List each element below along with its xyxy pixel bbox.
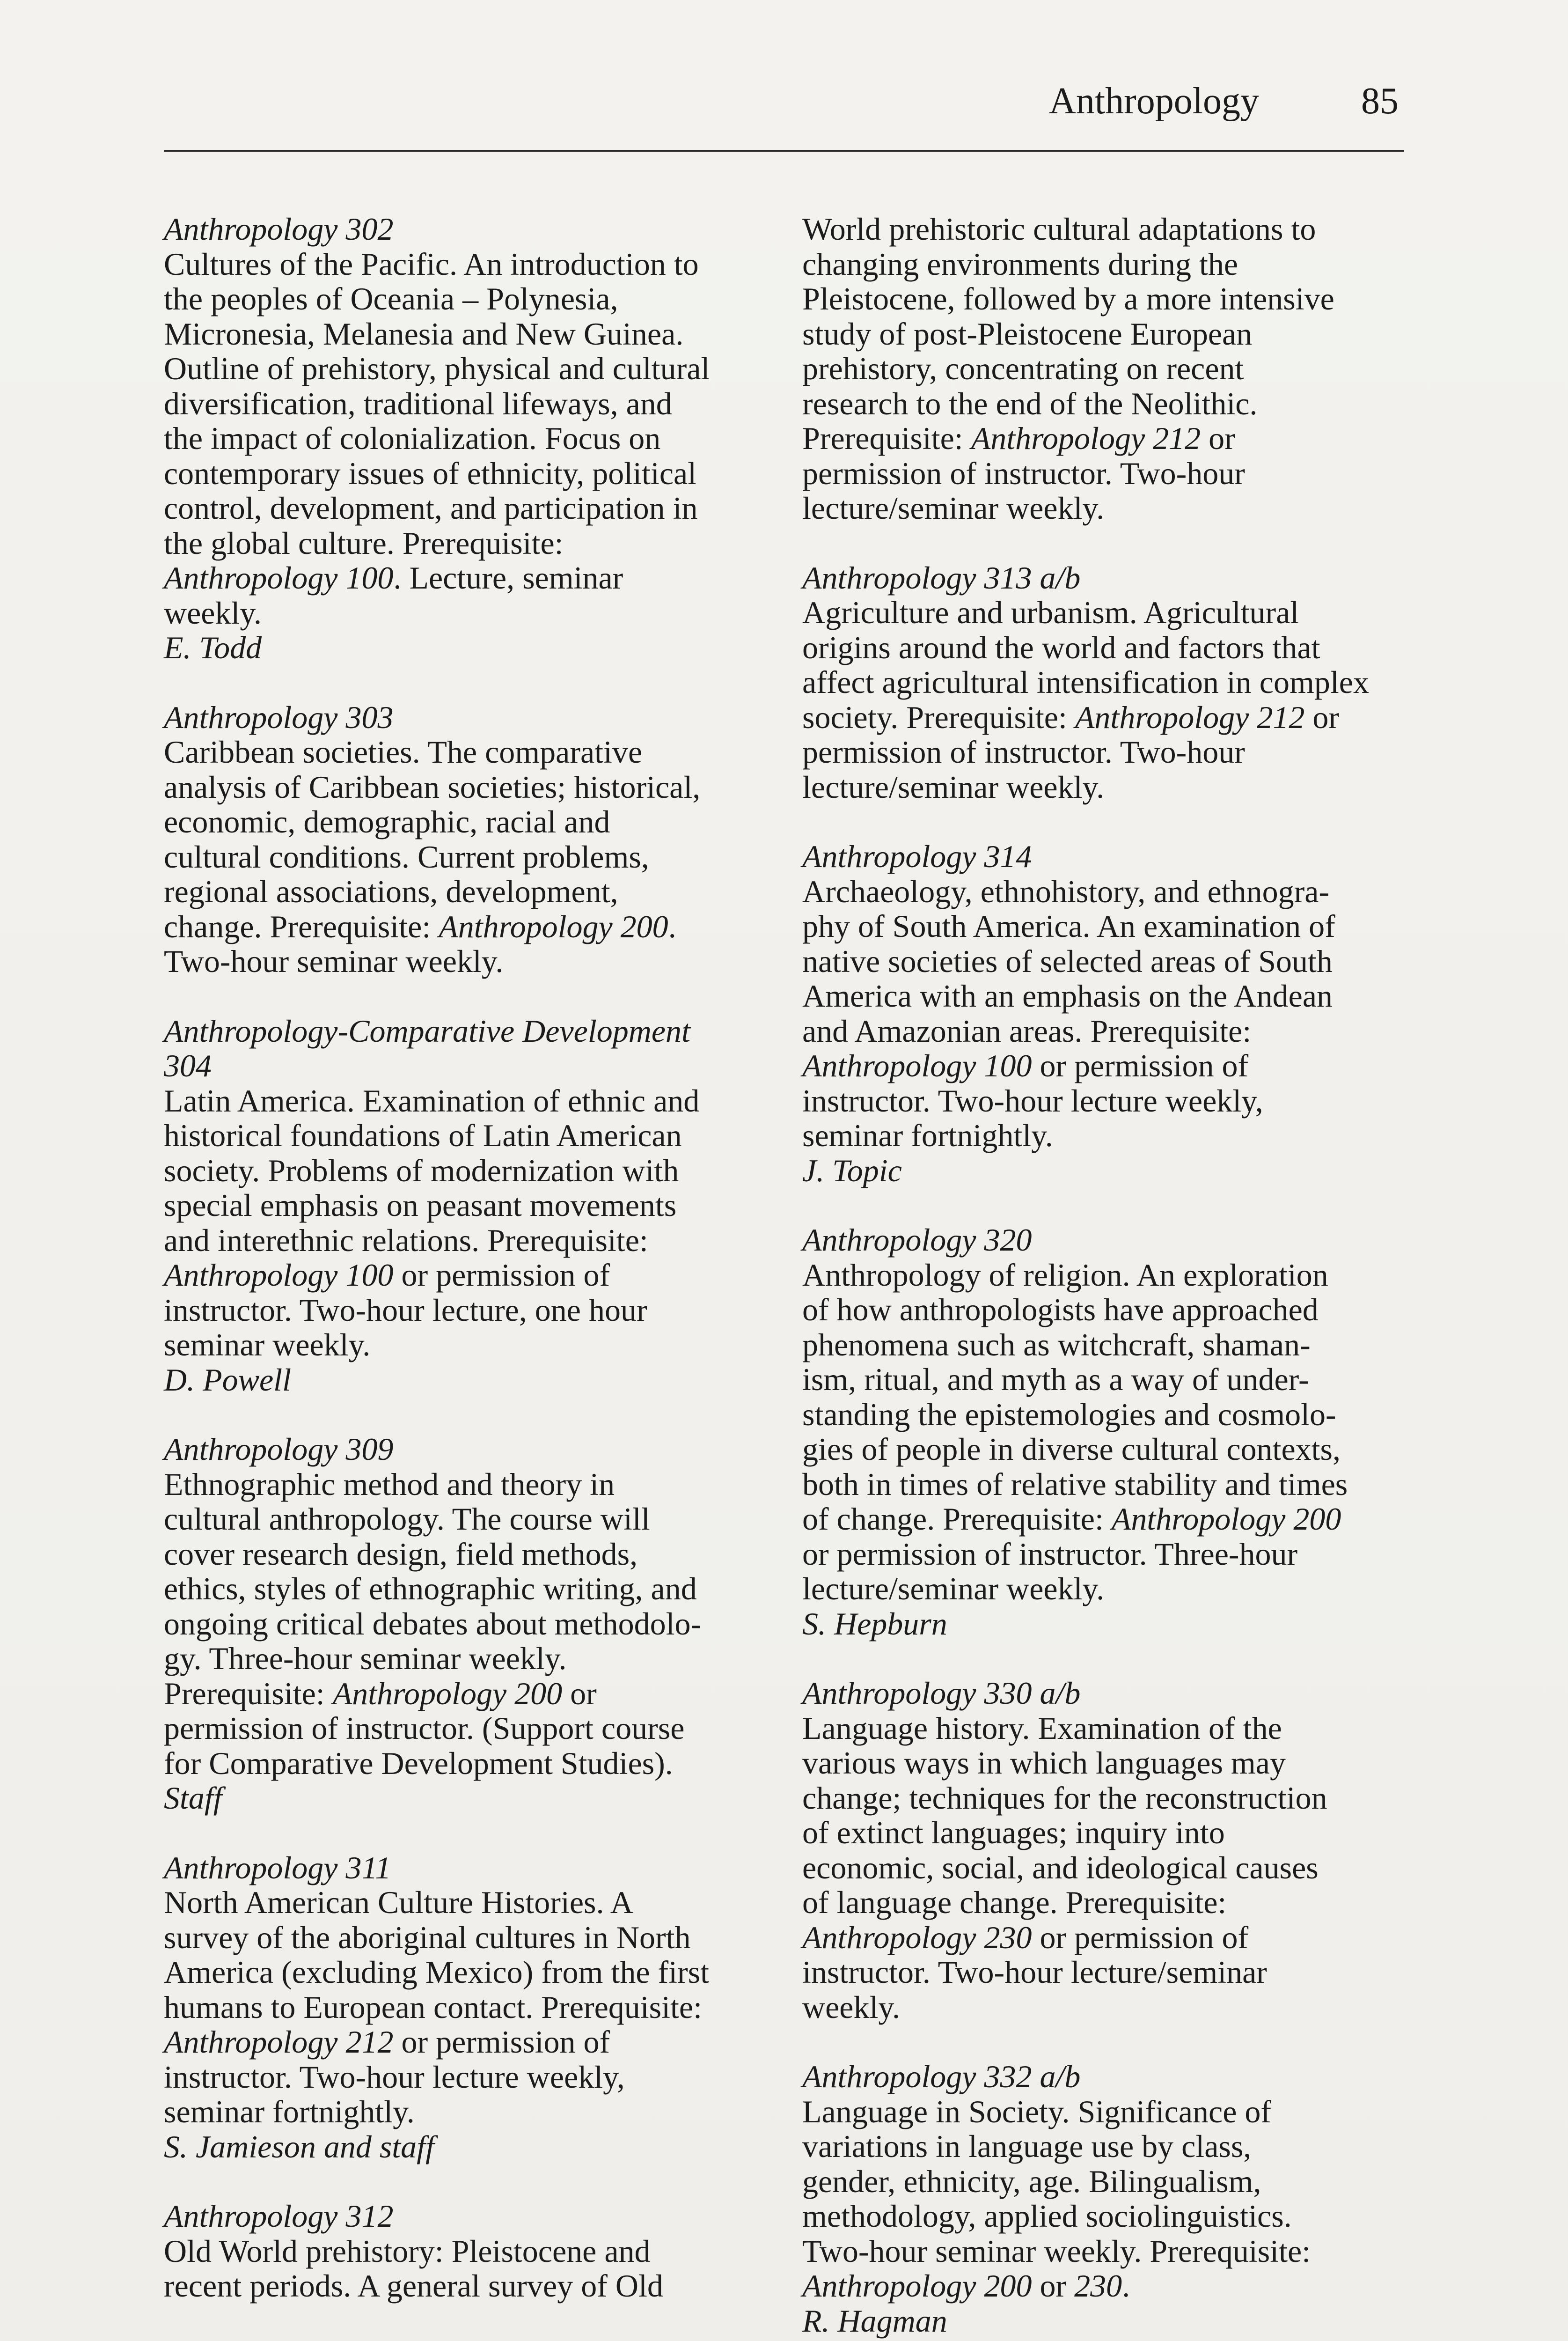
- description-text: Anthropology of religion. An exploration of how anthropologists have approached phenomena such as witchcraft, shaman- ism, ritual, and myth as a way of under- standing the epistemologies and cosmolo- gies of people in diverse cultural contexts, both in times of relative stability and times of change. Prerequisite:: [802, 1257, 1348, 1537]
- continued-course-text: [802, 212, 1415, 526]
- course-reference: Anthropology 100: [164, 1257, 394, 1293]
- page-number: 85: [1361, 81, 1399, 122]
- course-description: [802, 595, 1415, 804]
- description-text: or permission of instructor. Two-hour lecture/seminar weekly.: [802, 420, 1245, 526]
- course-instructor: R. Hagman: [802, 2303, 947, 2339]
- description-text: North American Culture Histories. A survey of the aboriginal cultures in North America (excluding Mexico) from the first humans to European contact. Prerequisite:: [164, 1885, 710, 2025]
- course-entry: [164, 1014, 777, 1398]
- description-text: or permission of instructor. Two-hour lecture, one hour seminar weekly.: [164, 1257, 647, 1362]
- description-text: .: [1122, 2268, 1130, 2304]
- course-description: [164, 247, 777, 631]
- course-title: Anthropology 309: [164, 1431, 394, 1467]
- description-text: Ethnographic method and theory in cultural anthropology. The course will cover research design, field methods, ethics, styles of ethnographic writing, and ongoing critical debates about methodolo- gy. Three-hour seminar weekly. Prerequisite:: [164, 1466, 702, 1711]
- description-text: . Lecture, seminar weekly.: [164, 560, 623, 631]
- course-description: [164, 1885, 777, 2129]
- description-text: or permission of instructor. (Support course for Comparative Development Studies).: [164, 1675, 685, 1781]
- course-description: [802, 1711, 1415, 2025]
- description-text: Language in Society. Significance of variations in language use by class, gender, ethnicity, age. Bilingualism, methodology, applied sociolinguistics. Two-hour seminar weekly. Prerequisite:: [802, 2093, 1311, 2269]
- description-text: . Two-hour seminar weekly.: [164, 908, 676, 979]
- course-title: Anthropology 330 a/b: [802, 1675, 1081, 1711]
- description-text: or permission of instructor. Two-hour lecture/seminar weekly.: [802, 699, 1339, 805]
- description-text: Latin America. Examination of ethnic and historical foundations of Latin American society. Problems of modernization with special emphasis on peasant movements and interethnic relations. Prerequisite:: [164, 1082, 700, 1258]
- left-column: [164, 212, 777, 2338]
- running-head: [164, 75, 1404, 131]
- description-text: Caribbean societies. The comparative analysis of Caribbean societies; historical, economic, demographic, racial and cultural conditions. Current problems, regional associations, development, change. Prerequisite:: [164, 734, 701, 944]
- description-text: Language history. Examination of the various ways in which languages may change; techniques for the reconstruction of extinct languages; inquiry into economic, social, and ideological causes of language change. Prerequisite:: [802, 1710, 1327, 1920]
- right-column: [802, 212, 1415, 2341]
- description-text: or permission of instructor. Two-hour lecture weekly, seminar fortnightly.: [802, 1048, 1263, 1153]
- course-title: Anthropology 313 a/b: [802, 559, 1081, 596]
- course-entry: [802, 560, 1415, 805]
- course-reference: Anthropology 212: [971, 420, 1201, 456]
- course-entry: [164, 2199, 777, 2304]
- course-description: [802, 1258, 1415, 1606]
- course-description: [802, 874, 1415, 1153]
- course-entry: [802, 1222, 1415, 1641]
- course-reference: Anthropology 212: [1075, 699, 1305, 735]
- course-reference: Anthropology 100: [802, 1048, 1032, 1083]
- course-instructor: S. Jamieson and staff: [164, 2128, 434, 2164]
- course-description: [164, 735, 777, 979]
- course-title: Anthropology 303: [164, 699, 394, 735]
- course-reference: Anthropology 230: [802, 1919, 1032, 1955]
- description-text: Old World prehistory: Pleistocene and recent periods. A general survey of Old: [164, 2233, 663, 2304]
- description-text: Agriculture and urbanism. Agricultural origins around the world and factors that affect agricultural intensification in complex society. Prerequisite:: [802, 595, 1369, 735]
- course-reference: Anthropology 100: [164, 560, 394, 596]
- course-title: Anthropology-Comparative Development 304: [164, 1013, 690, 1083]
- description-text: or permission of instructor. Three-hour lecture/seminar weekly.: [802, 1536, 1298, 1606]
- course-reference: Anthropology 200: [802, 2268, 1032, 2304]
- description-text: or permission of instructor. Two-hour lecture/seminar weekly.: [802, 1919, 1267, 2025]
- course-entry: [802, 839, 1415, 1188]
- course-entry: [164, 1432, 777, 1816]
- course-title: Anthropology 314: [802, 839, 1032, 874]
- course-reference: Anthropology 200: [332, 1675, 563, 1711]
- description-text: Archaeology, ethnohistory, and ethnogra- phy of South America. An examination of native societies of selected areas of South America with an emphasis on the Andean and Amazonian areas. Prerequisite:: [802, 873, 1335, 1049]
- course-instructor: S. Hepburn: [802, 1605, 947, 1642]
- course-instructor: E. Todd: [164, 630, 262, 665]
- course-instructor: J. Topic: [802, 1152, 902, 1188]
- description-text: or permission of instructor. Two-hour lecture weekly, seminar fortnightly.: [164, 2024, 625, 2129]
- course-reference: 230: [1074, 2268, 1122, 2304]
- course-title: Anthropology 312: [164, 2198, 394, 2234]
- course-description: [164, 1083, 777, 1362]
- course-title: Anthropology 320: [802, 1222, 1032, 1258]
- header-rule: [164, 150, 1404, 152]
- course-reference: Anthropology 212: [164, 2024, 394, 2060]
- course-description: [164, 2234, 777, 2304]
- course-entry: [802, 1676, 1415, 2024]
- running-title: Anthropology: [1049, 81, 1259, 122]
- course-reference: Anthropology 200: [439, 908, 668, 944]
- course-entry: [164, 212, 777, 665]
- course-reference: Anthropology 200: [1111, 1501, 1341, 1537]
- course-title: Anthropology 302: [164, 211, 394, 247]
- course-description: [164, 1467, 777, 1781]
- description-text: World prehistoric cultural adaptations to changing environments during the Pleistocene, followed by a more intensive study of post-Pleistocene European prehistory, concentrating on recent research to the end of the Neolithic. Prerequisite:: [802, 211, 1334, 456]
- description-text: or: [1032, 2268, 1075, 2304]
- course-entry: [164, 700, 777, 979]
- course-instructor: D. Powell: [164, 1362, 291, 1398]
- course-title: Anthropology 332 a/b: [802, 2059, 1081, 2094]
- course-title: Anthropology 311: [164, 1849, 391, 1885]
- description-text: Cultures of the Pacific. An introduction to the peoples of Oceania – Polynesia, Micronesia, Melanesia and New Guinea. Outline of prehistory, physical and cultural diversification, traditional lifeways, and the impact of colonialization. Focus on contemporary issues of ethnicity, political control, development, and participation in the global culture. Prerequisite:: [164, 246, 710, 561]
- course-entry: [164, 1850, 777, 2164]
- course-description: [802, 2094, 1415, 2304]
- course-entry: [802, 2059, 1415, 2338]
- course-instructor: Staff: [164, 1780, 222, 1816]
